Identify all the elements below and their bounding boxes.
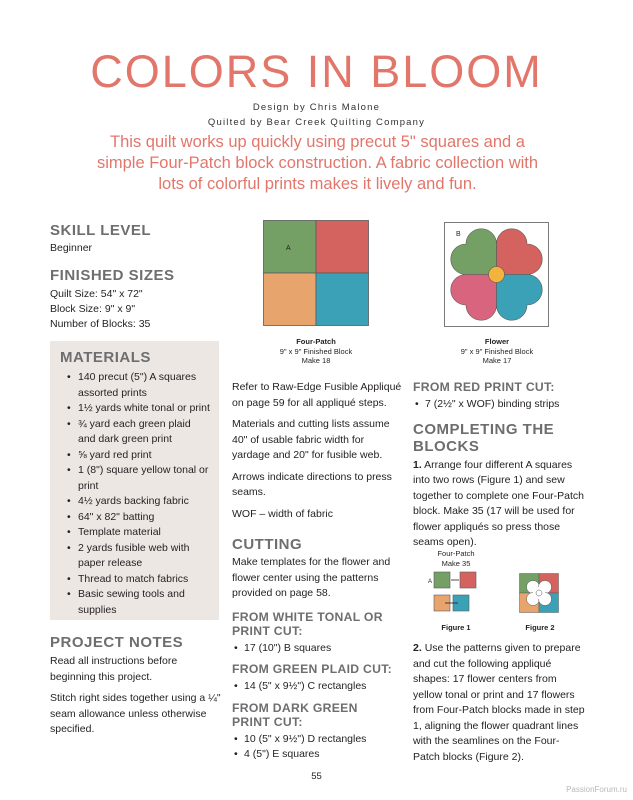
project-notes-para: Stitch right sides together using a ¼" seam allowance unless otherwise specified. <box>50 692 221 735</box>
figure-2-diagram <box>519 573 559 613</box>
four-patch-name: Four-Patch <box>296 337 336 346</box>
design-credit: Design by Chris Malone <box>252 102 381 113</box>
materials-heading: MATERIALS <box>60 349 151 366</box>
flower-center-yellow <box>489 267 505 283</box>
green-cut-item: • 14 (5" x 9½") C rectangles <box>232 679 402 695</box>
materials-item: • Thread to match fabrics <box>60 572 211 588</box>
intro-para-arrows: Arrows indicate directions to press seams. <box>232 470 392 498</box>
green-cut-heading: FROM GREEN PLAID CUT: <box>232 662 392 676</box>
four-patch-square-orange <box>264 273 317 326</box>
materials-box <box>50 341 219 620</box>
green-cut-list <box>232 679 402 695</box>
four-patch-size: 9" x 9" Finished Block <box>279 346 353 356</box>
flower-block-diagram <box>444 222 549 327</box>
skill-level-value: Beginner <box>50 242 93 254</box>
red-cut-heading: FROM RED PRINT CUT: <box>413 380 555 394</box>
figure-1-block-name: Four-Patch <box>437 549 475 558</box>
figure-1-diagram <box>428 570 481 614</box>
four-patch-make: Make 18 <box>301 356 331 365</box>
darkgreen-cut-heading: FROM DARK GREEN PRINT CUT: <box>232 700 358 729</box>
step-1-text: Arrange four different A squares into two rows (Figure 1) and sew together to complete one Four-Patch block. Make 35 (17 will be used for flower appliqués so press those seams open). <box>413 458 585 548</box>
materials-item: • 2 yards fusible web with paper release <box>60 541 211 572</box>
darkgreen-cut-item: • 10 (5" x 9½") D rectangles <box>232 732 402 748</box>
four-patch-block-diagram <box>263 220 369 326</box>
watermark: PassionForum.ru <box>566 785 627 794</box>
right-column <box>413 380 585 557</box>
intro-para-materials: Materials and cutting lists assume 40" of usable fabric width for yardage and 20" for fusible web. <box>232 418 390 461</box>
project-notes-heading: PROJECT NOTES <box>50 634 184 651</box>
project-notes-para: Read all instructions before beginning this project. <box>50 655 178 683</box>
figure-1-square-red <box>460 572 476 588</box>
flower-name: Flower <box>484 337 510 346</box>
skill-level-heading: SKILL LEVEL <box>50 222 152 239</box>
page-title: COLORS IN BLOOM <box>90 46 543 97</box>
step-2-text: Use the patterns given to prepare and cut the following appliqué shapes: 17 flower centers from yellow tonal or print and 17 flowers from Four-Patch blocks made in step 1, aligning the flower quadrant lines with the seamlines on the Four-Patch blocks (Figure 2). <box>413 642 585 763</box>
materials-item: • 140 precut (5") A squares assorted prints <box>60 370 211 401</box>
intro-text: This quilt works up quickly using precut 5" squares and a simple Four-Patch block construction. A fabric collection with lots of colorful prints makes it lively and fun. <box>96 133 539 193</box>
materials-item: • 1½ yards white tonal or print <box>60 401 211 417</box>
flower-make: Make 17 <box>482 356 512 365</box>
four-patch-square-teal <box>316 273 369 326</box>
materials-item: • ¾ yard each green plaid and dark green print <box>60 417 211 448</box>
materials-item: • 1 (8") square yellow tonal or print <box>60 463 211 494</box>
white-cut-item: • 17 (10") B squares <box>232 641 402 657</box>
flower-size: 9" x 9" Finished Block <box>460 346 534 356</box>
project-notes-section <box>50 634 222 744</box>
step-1-number: 1. <box>413 458 422 471</box>
step-2-section <box>413 641 585 771</box>
darkgreen-cut-list <box>232 732 402 763</box>
intro-para-applique: Refer to Raw-Edge Fusible Appliqué on page 59 for all appliqué steps. <box>232 381 402 409</box>
white-cut-heading: FROM WHITE TONAL OR PRINT CUT: <box>232 609 383 638</box>
block-size: Block Size: 9" x 9" <box>50 303 136 315</box>
materials-list <box>60 370 211 618</box>
figure-2-caption: Figure 2 <box>525 623 555 632</box>
step-2-number: 2. <box>413 642 422 654</box>
step-1 <box>413 458 585 551</box>
darkgreen-cut-item: • 4 (5") E squares <box>232 747 402 763</box>
materials-item: • 64" x 82" batting <box>60 510 211 526</box>
figure-1-make: Make 35 <box>441 558 471 568</box>
white-cut-list <box>232 641 402 657</box>
red-cut-list <box>413 397 585 413</box>
red-cut-item: • 7 (2½" x WOF) binding strips <box>413 397 585 413</box>
completing-heading: COMPLETING THE BLOCKS <box>413 420 555 455</box>
figure-1-label-a: A <box>428 579 433 585</box>
flower-caption <box>422 337 572 366</box>
four-patch-square-red <box>316 221 369 274</box>
four-patch-caption <box>240 337 392 366</box>
figure-1-square-green <box>434 572 450 588</box>
cutting-text: Make templates for the flower and flower center using the patterns provided on page 58. <box>232 556 391 599</box>
materials-item: • ⅝ yard red print <box>60 448 211 464</box>
skill-level-section <box>50 222 225 256</box>
finished-sizes-section <box>50 267 225 332</box>
page-number: 55 <box>311 771 322 782</box>
quilt-size: Quilt Size: 54" x 72" <box>50 288 143 300</box>
intro-para-wof: WOF – width of fabric <box>232 507 333 520</box>
four-patch-label-a: A <box>286 245 291 252</box>
number-of-blocks: Number of Blocks: 35 <box>50 318 151 330</box>
materials-item: • 4½ yards backing fabric <box>60 494 211 510</box>
figure-1-caption: Figure 1 <box>441 623 471 632</box>
figure-1-title <box>434 549 478 568</box>
step-2 <box>413 641 585 765</box>
materials-item: • Template material <box>60 525 211 541</box>
flower-label-b: B <box>456 231 461 238</box>
materials-item: • Basic sewing tools and supplies <box>60 587 211 618</box>
quilted-credit: Quilted by Bear Creek Quilting Company <box>207 117 426 128</box>
cutting-heading: CUTTING <box>232 536 303 553</box>
figure-2-flower-center <box>536 590 542 596</box>
middle-column <box>232 380 402 763</box>
finished-sizes-heading: FINISHED SIZES <box>50 267 175 284</box>
